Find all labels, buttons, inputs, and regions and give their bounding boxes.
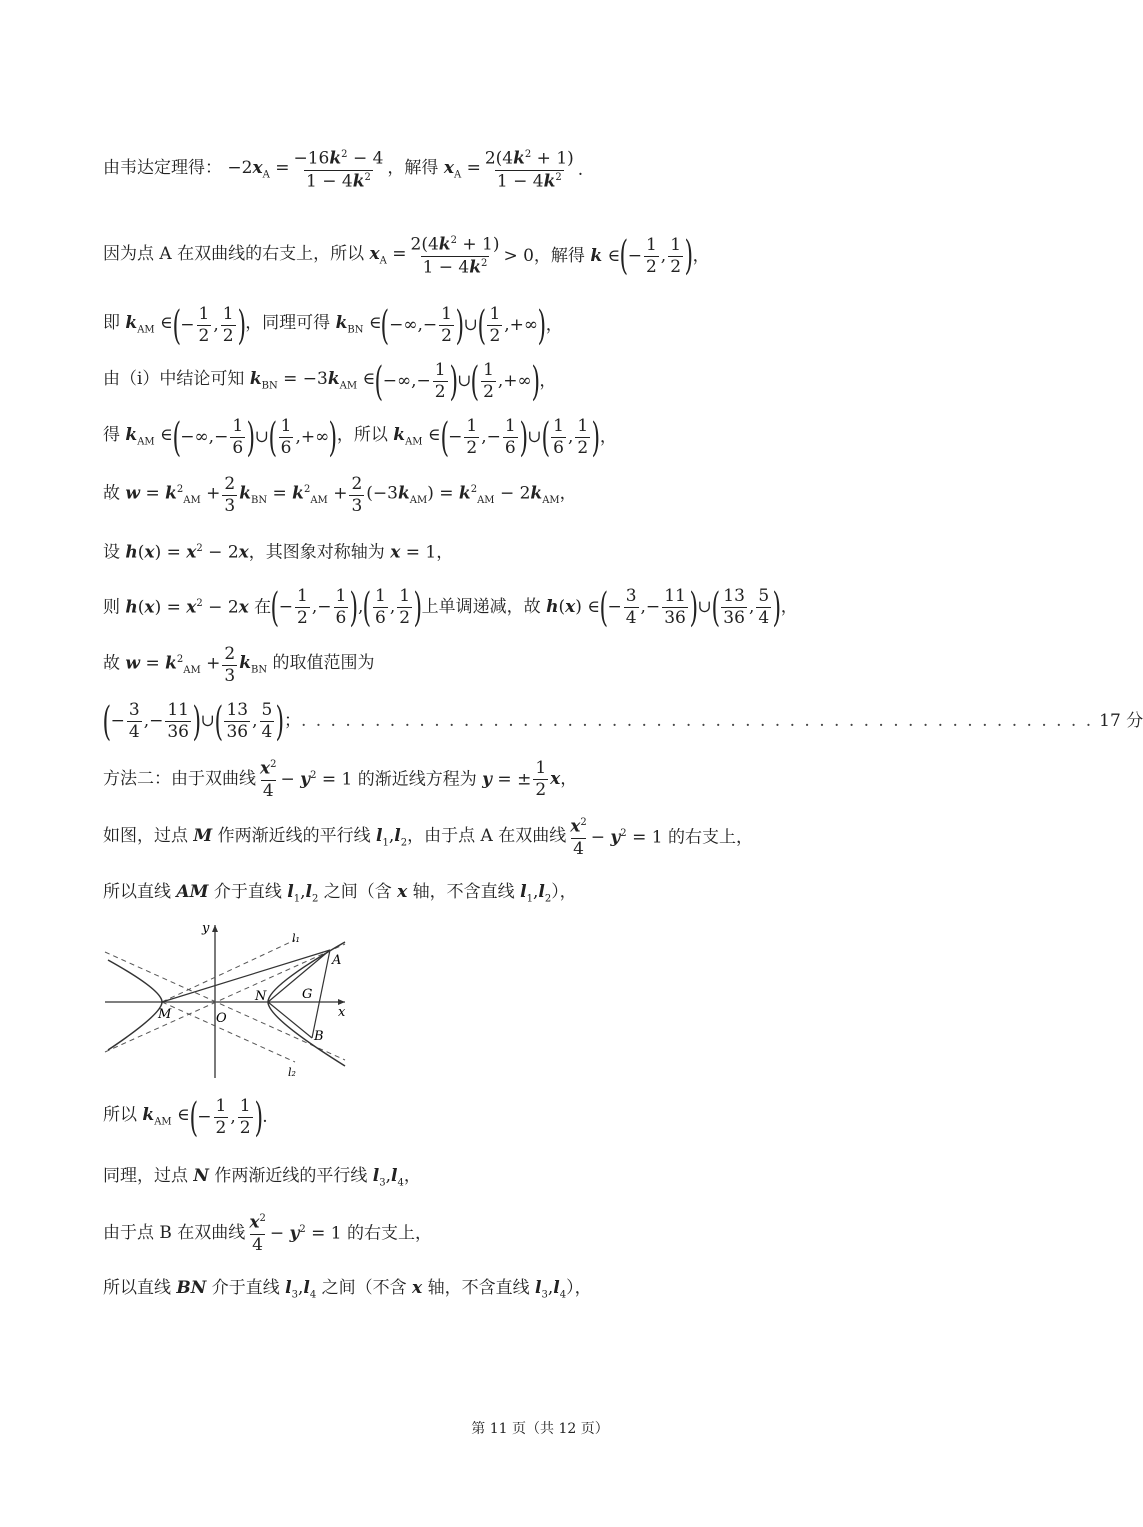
label-O: O xyxy=(216,1011,227,1026)
text-line-method2: 方法二：由于双曲线 $\frac{x^2}{4}$ − $y^2 = 1$ 的渐近线方程为 y = ± $\frac{1}{2}$ x， xyxy=(103,758,578,801)
text-line-am-between: 所以直线 AM 介于直线 $l_1,l_2$ 之间（含 x 轴，不含直线 $l_1,l_2$）， xyxy=(103,882,577,905)
label-B: B xyxy=(314,1029,324,1044)
label-l1: l₁ xyxy=(292,932,300,945)
text-line-n-parallels: 同理，过点 N 作两渐近线的平行线 $l_3,l_4$， xyxy=(103,1166,421,1189)
score-label: 17 分 xyxy=(1099,711,1143,731)
text-line-right-branch: 因为点 A 在双曲线的右支上，所以 $x_A$ = $\frac{2(4k^2 + 1)}{1 - 4k^2}$ > 0，解得 k ∈ ( − $\frac{1}{2}$ , $\frac{1}{2}$ ) ， xyxy=(103,233,710,280)
text-line-w-range-intro: 故 $w = k^2_{AM}$ + $\frac{2}{3}$ $k_{BN}$ 的取值范围为 xyxy=(103,644,375,686)
text-line-b-branch: 由于点 B 在双曲线 $\frac{x^2}{4}$ − $y^2 = 1$ 的右支上， xyxy=(103,1212,433,1255)
text-line-h-decreasing: 则 $h(x) = x^2 - 2x$ 在 ( − $\frac{1}{2}$ ,− $\frac{1}{6}$ ) , ( $\frac{1}{6}$ , $\frac{1}{2}$ ) 上单调递减，故 h(x) ∈ ( − $\frac{3}{4}$ ,− $\frac{11}{36}$ ) ∪ ( $\frac{13}{36}$ , $\frac{5}{4}$ ) ， xyxy=(103,584,798,631)
label-x: x xyxy=(338,1005,346,1020)
page-footer: 第 11 页（共 12 页） xyxy=(471,1421,609,1437)
text-line-bn-between: 所以直线 BN 介于直线 $l_3,l_4$ 之间（不含 x 轴，不含直线 $l_3,l_4$）， xyxy=(103,1278,592,1301)
text-line-kam-range: 即 $k_{AM}$ ∈ ( − $\frac{1}{2}$ , $\frac{1}{2}$ ) ，同理可得 $k_{BN}$ ∈ ( −∞,− $\frac{1}{2}$ ) ∪ ( $\frac{1}{2}$ ,+∞ ) ， xyxy=(103,302,563,349)
text-line-figure-intro: 如图，过点 M 作两渐近线的平行线 $l_1,l_2$，由于点 A 在双曲线 $\frac{x^2}{4}$ − $y^2 = 1$ 的右支上， xyxy=(103,816,753,859)
label-M: M xyxy=(158,1007,172,1022)
label-G: G xyxy=(302,987,313,1002)
label-A: A xyxy=(332,953,342,968)
text-line-w-range: ( − $\frac{3}{4}$ ,− $\frac{11}{36}$ ) ∪ ( $\frac{13}{36}$ , $\frac{5}{4}$ ) ； . . . . . . . . . . . . . . . . . . . . . . . . . . . . . . . . . . . . . . . . . . . . . . . . . . . . . . 17 分 xyxy=(102,698,1143,745)
label-N: N xyxy=(255,989,267,1004)
text-line-kam-method2: 所以 $k_{AM}$ ∈ ( − $\frac{1}{2}$ , $\frac{1}{2}$ ) . xyxy=(103,1094,268,1141)
label-l2: l₂ xyxy=(288,1066,296,1079)
hyperbola-figure xyxy=(100,920,360,1080)
text-line-w-def: 故 $w = k^2_{AM}$ + $\frac{2}{3}$ $k_{BN} = k^2_{AM}$ + $\frac{2}{3}$ $(-3k_{AM}) = k^2_{AM} - 2k_{AM}$， xyxy=(103,474,577,516)
text-line-vieta: 由韦达定理得： $-2x_A$ = $\frac{-16k^2 - 4}{1 - 4k^2}$ ，解得 $x_A$ = $\frac{2(4k^2 + 1)}{1 - 4k^2}$ . xyxy=(103,148,584,192)
text-line-h-def: 设 $h(x) = x^2 - 2x$，其图象对称轴为 x = 1， xyxy=(103,542,454,563)
text-line-kbn-relation: 由（i）中结论可知 $k_{BN} = -3k_{AM}$ ∈ ( −∞,− $\frac{1}{2}$ ) ∪ ( $\frac{1}{2}$ ,+∞ ) ， xyxy=(103,358,557,405)
text-line-kam-final: 得 $k_{AM}$ ∈ ( −∞,− $\frac{1}{6}$ ) ∪ ( $\frac{1}{6}$ ,+∞ ) ，所以 $k_{AM}$ ∈ ( − $\frac{1}{2}$ ,− $\frac{1}{6}$ ) ∪ ( $\frac{1}{6}$ , $\frac{1}{2}$ ) ， xyxy=(103,414,617,461)
label-y: y xyxy=(202,921,210,936)
